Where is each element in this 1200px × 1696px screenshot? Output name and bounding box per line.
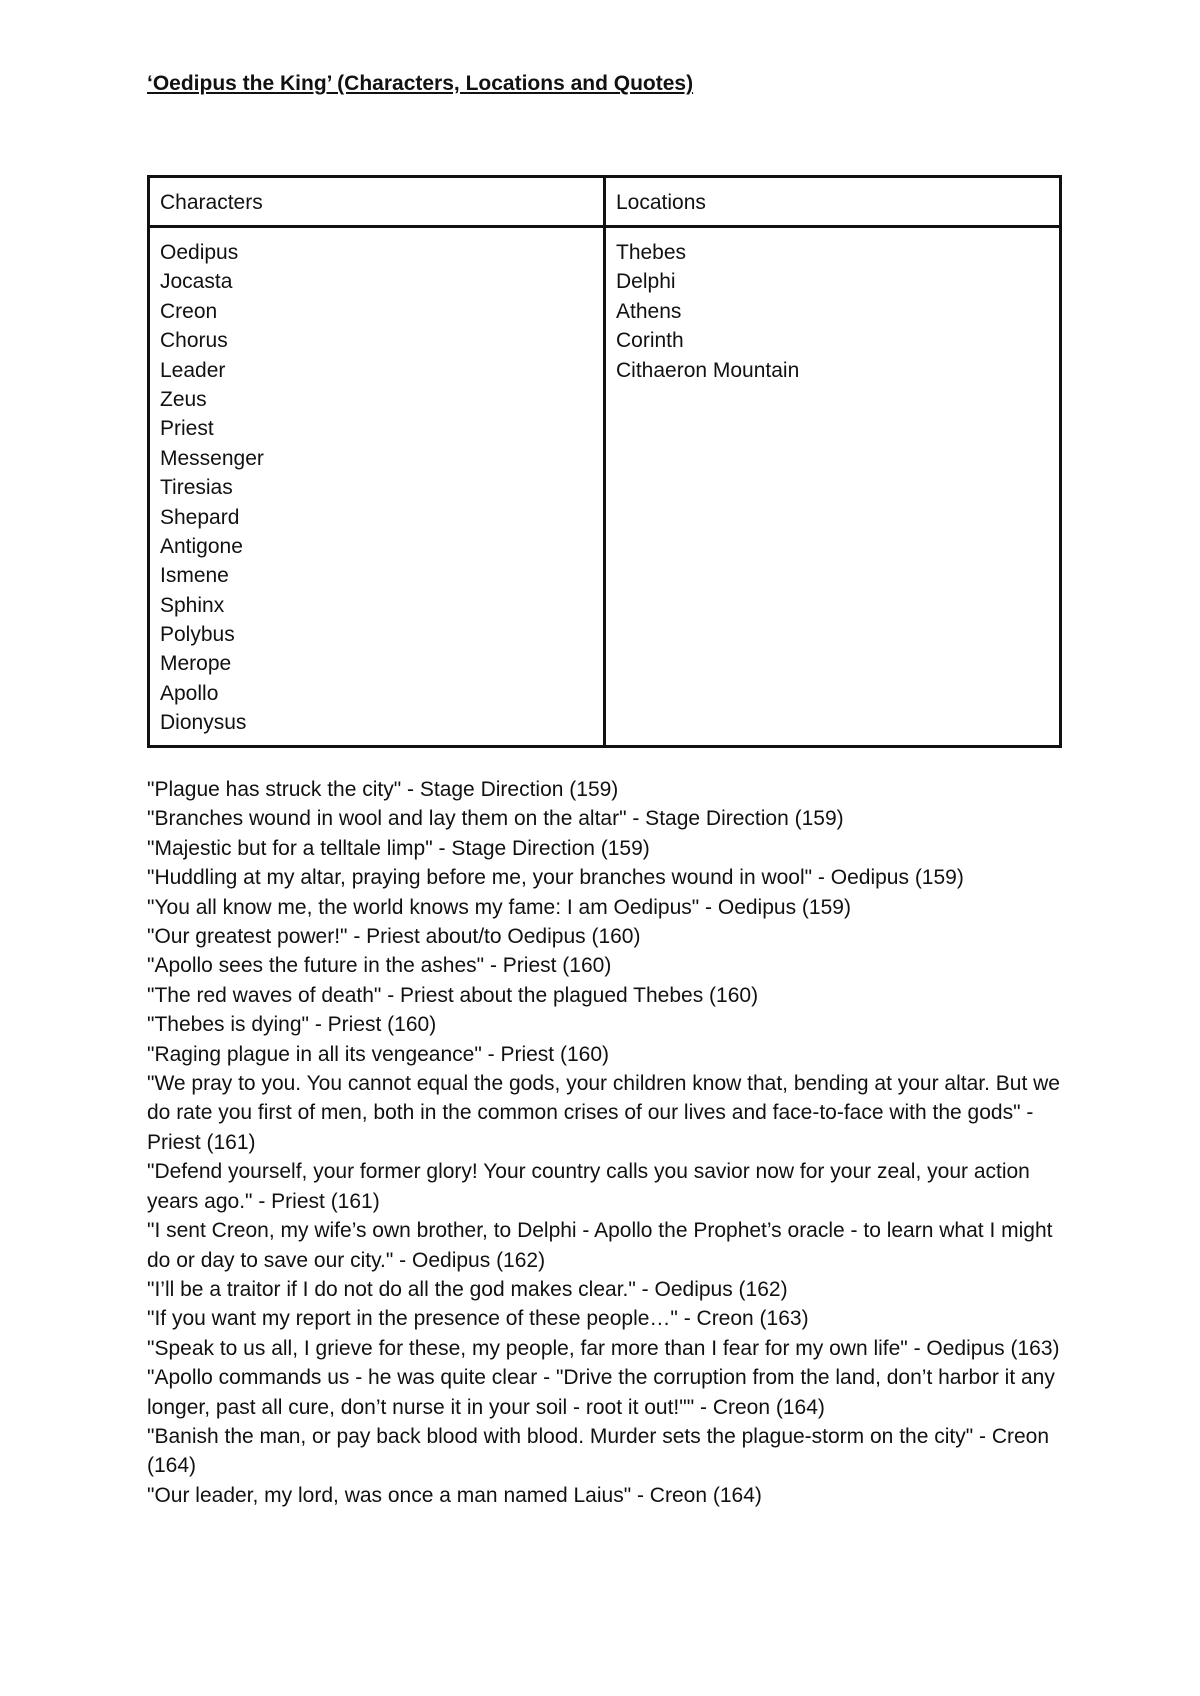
characters-locations-table — [147, 175, 1062, 748]
character-item: Jocasta — [160, 270, 233, 294]
characters-cell — [149, 227, 605, 747]
character-item: Creon — [160, 299, 218, 323]
quote-item: "Huddling at my altar, praying before me, your branches wound in wool" - Oedipus (159) — [147, 866, 964, 890]
quote-item: "Thebes is dying" - Priest (160) — [147, 1013, 437, 1037]
quote-item: "Speak to us all, I grieve for these, my people, far more than I fear for my own life" - Oedipus (163) — [147, 1336, 1060, 1360]
quote-item: "I sent Creon, my wife’s own brother, to Delphi - Apollo the Prophet’s oracle - to learn what I might do or day to save our city." - Oedipus (162) — [147, 1219, 1053, 1272]
quote-item: "Apollo sees the future in the ashes" - Priest (160) — [147, 954, 612, 978]
character-item: Dionysus — [160, 711, 247, 735]
location-item: Delphi — [616, 270, 676, 294]
location-item: Athens — [616, 299, 682, 323]
character-item: Merope — [160, 652, 232, 676]
character-item: Sphinx — [160, 593, 225, 617]
quote-item: "Majestic but for a telltale limp" - Stage Direction (159) — [147, 836, 650, 860]
quote-item: "We pray to you. You cannot equal the gods, your children know that, bending at your altar. But we do rate you first of men, both in the common crises of our lives and face-to-face with the gods" - Priest (161) — [147, 1072, 1060, 1154]
quote-item: "The red waves of death" - Priest about the plagued Thebes (160) — [147, 983, 759, 1007]
character-item: Oedipus — [160, 241, 239, 264]
quote-item: "Apollo commands us - he was quite clear - "Drive the corruption from the land, don’t harbor it any longer, past all cure, don’t nurse it in your soil - root it out!"" - Creon (164) — [147, 1366, 1055, 1419]
header-locations: Locations — [605, 177, 1061, 227]
quote-item: "You all know me, the world knows my fame: I am Oedipus" - Oedipus (159) — [147, 895, 851, 919]
location-item: Thebes — [616, 241, 687, 264]
character-item: Polybus — [160, 623, 235, 647]
quote-item: "I’ll be a traitor if I do not do all the god makes clear." - Oedipus (162) — [147, 1277, 788, 1301]
character-item: Tiresias — [160, 476, 233, 500]
quote-item: "Banish the man, or pay back blood with blood. Murder sets the plague-storm on the city" - Creon (164) — [147, 1424, 1050, 1478]
location-item: Corinth — [616, 329, 684, 353]
quotes-list — [147, 775, 1067, 1510]
quote-item: "Plague has struck the city" - Stage Direction (159) — [147, 778, 619, 801]
character-item: Priest — [160, 417, 214, 441]
character-item: Zeus — [160, 387, 207, 411]
character-item: Shepard — [160, 505, 240, 529]
quote-item: "Branches wound in wool and lay them on the altar" - Stage Direction (159) — [147, 807, 844, 831]
character-item: Leader — [160, 358, 226, 382]
character-item: Chorus — [160, 329, 228, 353]
character-item: Apollo — [160, 681, 219, 705]
table-body-row — [149, 227, 1061, 747]
character-item: Antigone — [160, 534, 243, 558]
header-characters: Characters — [149, 177, 605, 227]
quote-item: "Our greatest power!" - Priest about/to Oedipus (160) — [147, 925, 641, 949]
quote-item: "Our leader, my lord, was once a man named Laius" - Creon (164) — [147, 1483, 762, 1507]
characters-list — [160, 238, 593, 738]
quote-item: "Raging plague in all its vengeance" - Priest (160) — [147, 1042, 609, 1066]
locations-cell — [605, 227, 1061, 747]
quote-item: "Defend yourself, your former glory! Your country calls you savior now for your zeal, your action years ago." - Priest (161) — [147, 1160, 1030, 1213]
quote-item: "If you want my report in the presence of these people…" - Creon (163) — [147, 1307, 809, 1331]
character-item: Messenger — [160, 446, 264, 470]
character-item: Ismene — [160, 564, 229, 588]
locations-list — [616, 238, 1049, 385]
table-header-row — [149, 177, 1061, 227]
location-item: Cithaeron Mountain — [616, 358, 800, 382]
page-title: ‘Oedipus the King’ (Characters, Locations and Quotes) — [147, 72, 694, 95]
